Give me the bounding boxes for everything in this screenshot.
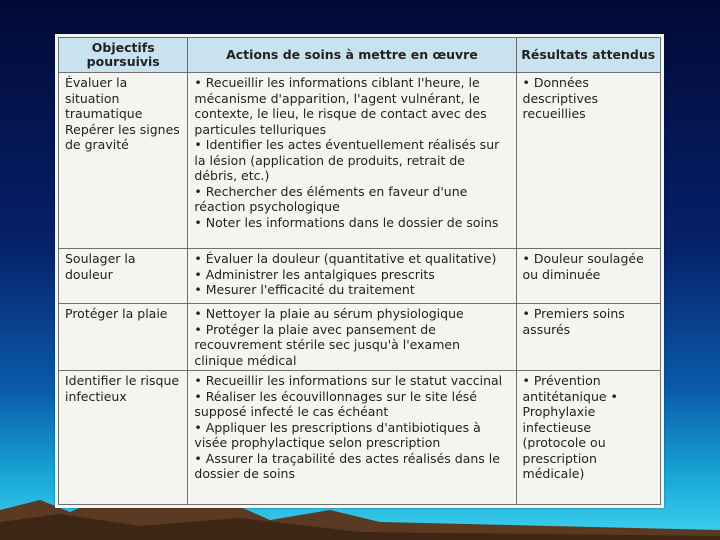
action-item: • Recueillir les informations sur le statut vaccinal (194, 373, 503, 388)
header-objectifs: Objectifs poursuivis (59, 38, 188, 73)
resultat-cell: • Données descriptives recueillies (516, 73, 660, 249)
care-plan-table (58, 37, 661, 505)
objectif-cell: Soulager la douleur (59, 249, 188, 304)
header-actions: Actions de soins à mettre en œuvre (188, 38, 516, 73)
action-item: • Protéger la plaie avec pansement de recouvrement stérile sec jusqu'à l'examen clinique médical (194, 321, 460, 368)
action-item: • Évaluer la douleur (quantitative et qualitative) (194, 251, 497, 266)
resultat-cell: • Premiers soins assurés (516, 304, 660, 371)
table-row (59, 73, 661, 249)
actions-cell (188, 371, 516, 505)
objectif-cell: Identifier le risque infectieux (59, 371, 188, 505)
action-item: • Noter les informations dans le dossier de soins (194, 214, 499, 230)
action-item: • Administrer les antalgiques prescrits (194, 266, 435, 282)
action-item: • Nettoyer la plaie au sérum physiologique (194, 306, 464, 321)
action-item: • Recueillir les informations ciblant l'heure, le mécanisme d'apparition, l'agent vulnérant, le contexte, le lieu, le risque de contact avec des particules telluriques (194, 75, 487, 137)
resultat-cell: • Douleur soulagée ou diminuée (516, 249, 660, 304)
action-item: • Appliquer les prescriptions d'antibiotiques à visée prophylactique selon prescription (194, 419, 481, 450)
objectif-cell: Évaluer la situation traumatique Repérer les signes de gravité (59, 73, 188, 249)
objectif-cell: Protéger la plaie (59, 304, 188, 371)
table-row (59, 249, 661, 304)
header-resultats: Résultats attendus (516, 38, 660, 73)
resultat-cell: • Prévention antitétanique • Prophylaxie infectieuse (protocole ou prescription médicale) (516, 371, 660, 505)
action-item: • Rechercher des éléments en faveur d'une réaction psychologique (194, 183, 468, 214)
action-item: • Identifier les actes éventuellement réalisés sur la lésion (application de produits, retrait de débris, etc.) (194, 137, 500, 183)
actions-cell (188, 249, 516, 304)
table-row (59, 371, 661, 505)
table-header-row (59, 38, 661, 73)
actions-cell (188, 73, 516, 249)
actions-cell (188, 304, 516, 371)
table-row (59, 304, 661, 371)
action-item: • Réaliser les écouvillonnages sur le site lésé supposé infecté le cas échéant (194, 388, 477, 419)
action-item: • Assurer la traçabilité des actes réalisés dans le dossier de soins (194, 450, 500, 481)
care-plan-document (55, 34, 664, 508)
action-item: • Mesurer l'efficacité du traitement (194, 282, 415, 297)
